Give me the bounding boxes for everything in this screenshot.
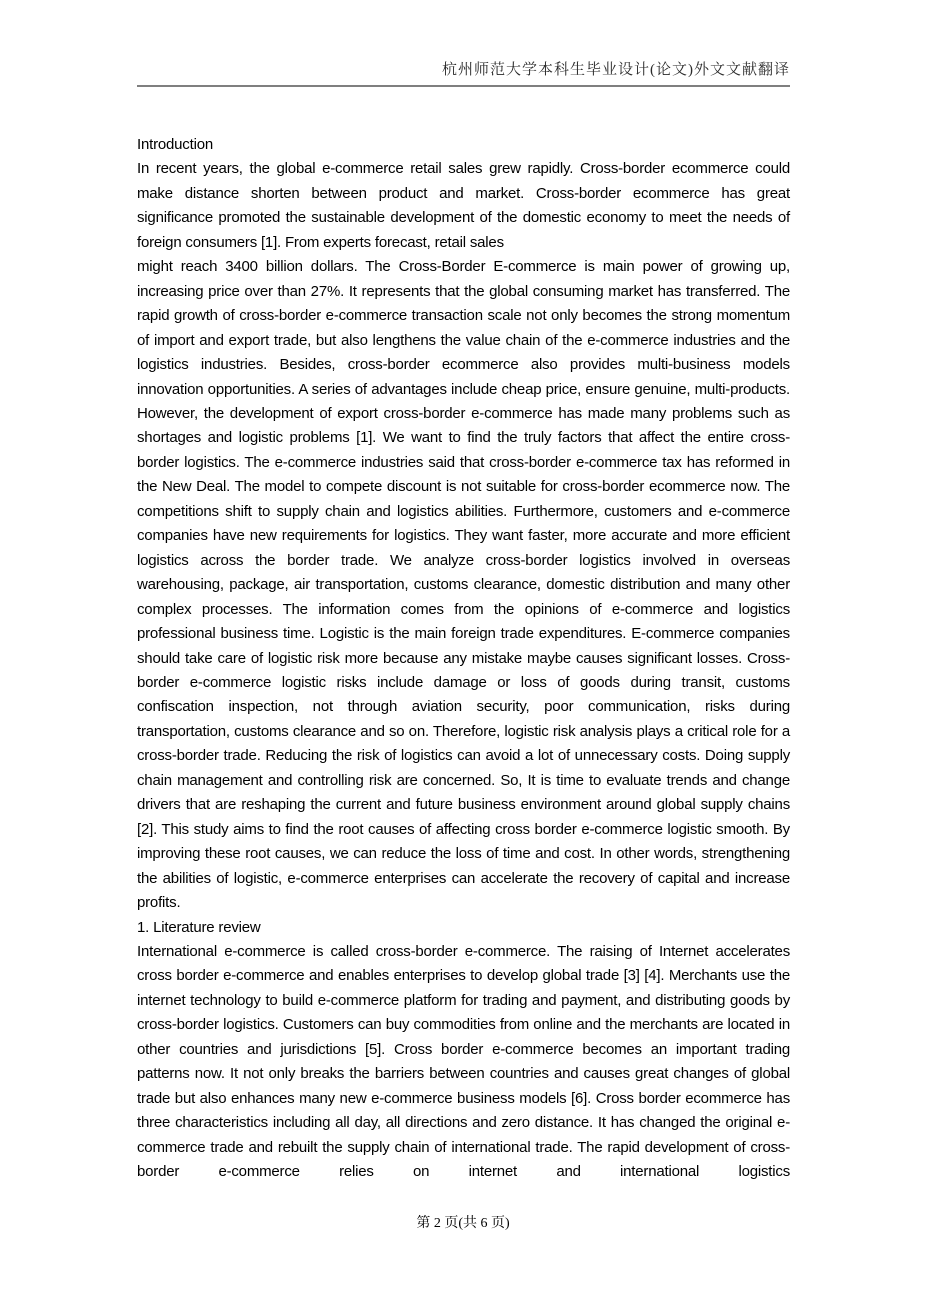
paragraph-introduction-1: In recent years, the global e-commerce retail sales grew rapidly. Cross-border ecommerce could make distance shorten between product and market. Cross-border ecommerce has great significance promoted the sustainable development of the domestic economy to meet the needs of foreign consumers [1]. From experts forecast, retail sales [137, 160, 790, 251]
header-title: 杭州师范大学本科生毕业设计(论文)外文文献翻译 [442, 62, 790, 78]
paragraph-introduction-2: might reach 3400 billion dollars. The Cross-Border E-commerce is main power of growing up, increasing price over than 27%. It represents that the global consuming market has transferred. The rapid growth of cross-border e-commerce transaction scale not only becomes the strong momentum of import and export trade, but also lengthens the value chain of the e-commerce industries and the logistics industries. Besides, cross-border ecommerce also provides multi-business models innovation opportunities. A series of advantages include cheap price, ensure genuine, multi-products. However, the development of export cross-border e-commerce has made many problems such as shortages and logistic problems [1]. We want to find the truly factors that affect the entire cross-border logistics. The e-commerce industries said that cross-border e-commerce tax has reformed in the New Deal. The model to compete discount is not suitable for cross-border ecommerce now. The competitions shift to supply chain and logistics abilities. Furthermore, customers and e-commerce companies have new requirements for logistics. They want faster, more accurate and more efficient logistics across the border trade. We analyze cross-border logistics involved in overseas warehousing, package, air transportation, customs clearance, domestic distribution and many other complex processes. The information comes from the opinions of e-commerce and logistics professional business time. Logistic is the main foreign trade expenditures. E-commerce companies should take care of logistic risk more because any mistake maybe causes significant losses. Cross-border e-commerce logistic risks include damage or loss of goods during transit, customs confiscation inspection, not through aviation security, poor communication, risks during transportation, customs clearance and so on. Therefore, logistic risk analysis plays a critical role for a cross-border trade. Reducing the risk of logistics can avoid a lot of unnecessary costs. Doing supply chain management and controlling risk are concerned. So, It is time to evaluate trends and change drivers that are reshaping the current and future business environment around global supply chains [2]. This study aims to find the root causes of affecting cross border e-commerce logistic smooth. By improving these root causes, we can reduce the loss of time and cost. In other words, strengthening the abilities of logistic, e-commerce enterprises can accelerate the recovery of capital and increase profits. [137, 258, 790, 912]
heading-introduction: Introduction [137, 136, 213, 153]
page-header [137, 60, 790, 80]
heading-literature-review: 1. Literature review [137, 918, 261, 936]
document-body [137, 133, 790, 1184]
paragraph-literature-review: International e-commerce is called cross-border e-commerce. The raising of Internet accelerates cross border e-commerce and enables enterprises to develop global trade [3] [4]. Merchants use the internet technology to build e-commerce platform for trading and payment, and distributing goods by cross-border logistics. Customers can buy commodities from online and the merchants are located in other countries and jurisdictions [5]. Cross border e-commerce becomes an important trading patterns now. It not only breaks the barriers between countries and causes great changes of global trade but also enhances many new e-commerce business models [6]. Cross border ecommerce has three characteristics including all day, all directions and zero distance. It has changed the original e-commerce trade and rebuilt the supply chain of international trade. The rapid development of cross-border e-commerce relies on internet and international logistics [137, 942, 790, 1181]
page-footer [0, 1212, 926, 1232]
header-divider [137, 85, 790, 87]
page-number: 第 2 页(共 6 页) [416, 1216, 510, 1231]
